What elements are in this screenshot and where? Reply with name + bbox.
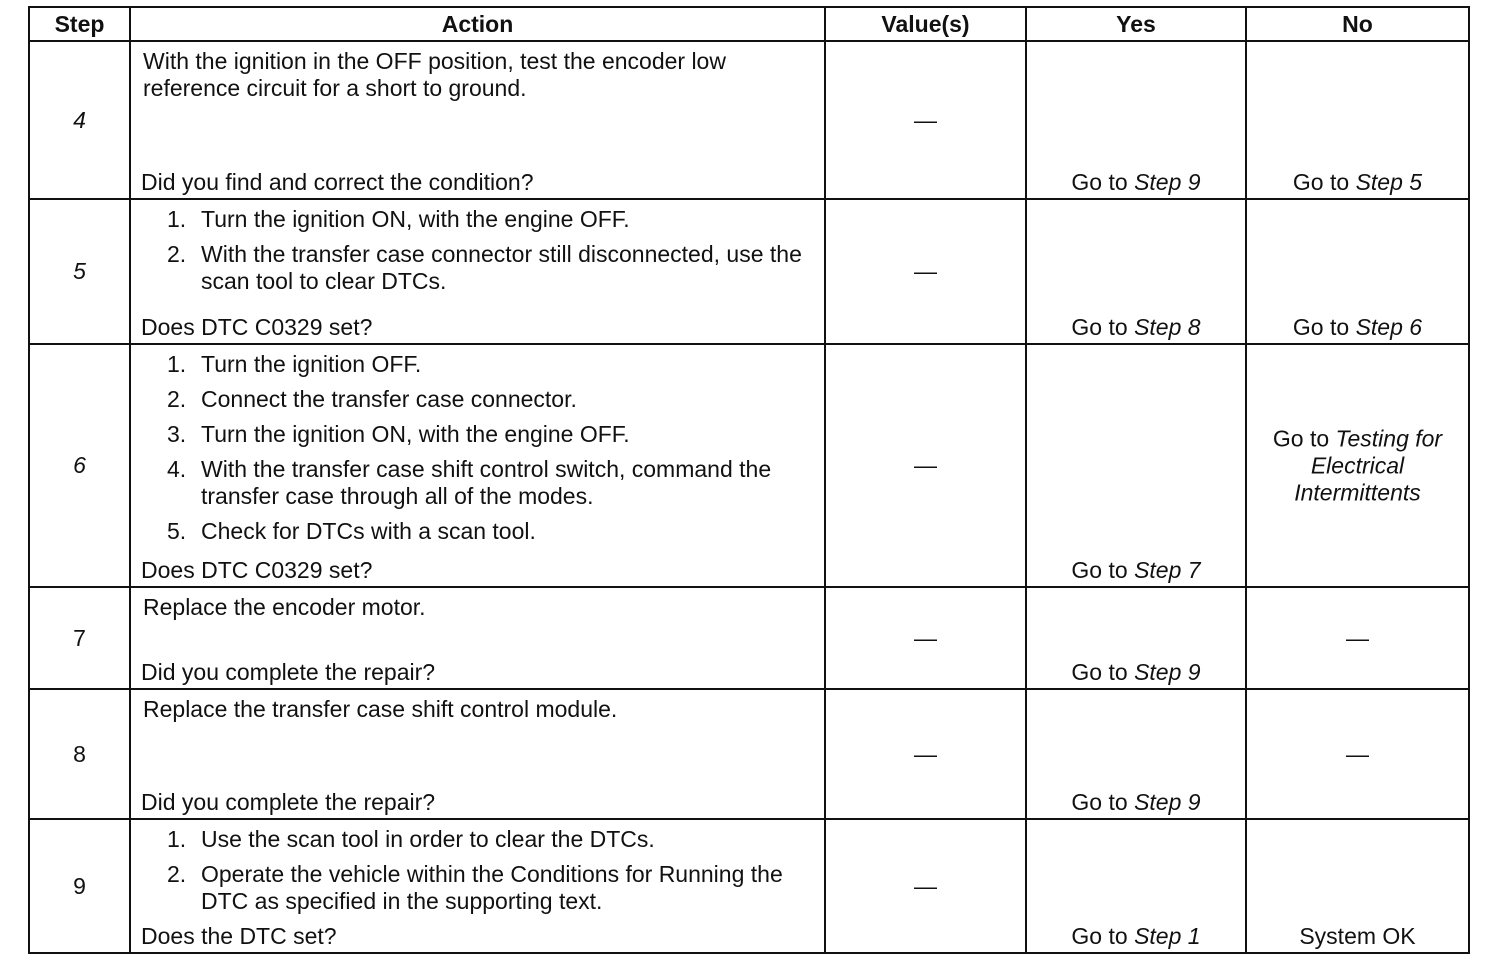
no-prefix: Go to bbox=[1292, 169, 1350, 195]
header-no: No bbox=[1246, 7, 1469, 41]
header-step: Step bbox=[29, 7, 130, 41]
list-item: 3. Turn the ignition ON, with the engine OFF. bbox=[167, 421, 630, 447]
no-cell bbox=[1246, 41, 1469, 199]
value-cell: — bbox=[825, 587, 1026, 689]
yes-link[interactable]: Step 9 bbox=[1134, 789, 1201, 815]
value-cell: — bbox=[825, 689, 1026, 819]
table-row-step-9 bbox=[29, 819, 1469, 953]
list-item: 1. Use the scan tool in order to clear the DTCs. bbox=[167, 826, 655, 852]
table-row-step-4 bbox=[29, 41, 1469, 199]
step-number: 6 bbox=[29, 344, 130, 587]
list-item: 1. Turn the ignition ON, with the engine OFF. bbox=[167, 206, 630, 232]
action-cell bbox=[130, 41, 825, 199]
list-item: 2. With the transfer case connector still disconnected, use the scan tool to clear DTCs. bbox=[167, 241, 802, 294]
yes-cell bbox=[1026, 819, 1246, 953]
no-link[interactable]: Step 6 bbox=[1355, 314, 1423, 340]
yes-link[interactable]: Step 9 bbox=[1134, 169, 1201, 195]
header-values: Value(s) bbox=[825, 7, 1026, 41]
no-cell bbox=[1246, 344, 1469, 587]
no-result: System OK bbox=[1299, 923, 1416, 949]
yes-prefix: Go to bbox=[1071, 557, 1128, 583]
action-cell bbox=[130, 689, 825, 819]
action-cell bbox=[130, 344, 825, 587]
yes-cell bbox=[1026, 587, 1246, 689]
action-question: Does DTC C0329 set? bbox=[141, 314, 373, 340]
yes-prefix: Go to bbox=[1071, 789, 1128, 815]
action-cell bbox=[130, 199, 825, 344]
no-prefix: Go to bbox=[1292, 314, 1350, 340]
action-cell bbox=[130, 819, 825, 953]
action-question: Did you complete the repair? bbox=[141, 659, 436, 685]
no-prefix: Go to bbox=[1272, 425, 1330, 451]
yes-prefix: Go to bbox=[1071, 314, 1128, 340]
action-text: With the ignition in the OFF position, test the encoder low reference circuit for a short to ground. bbox=[143, 48, 726, 101]
no-cell bbox=[1246, 199, 1469, 344]
step-number: 8 bbox=[29, 689, 130, 819]
no-link[interactable]: Testing for Electrical Intermittents bbox=[1294, 425, 1443, 505]
no-link[interactable]: Step 5 bbox=[1355, 169, 1423, 195]
list-item: 4. With the transfer case shift control switch, command the transfer case through all of the modes. bbox=[167, 456, 772, 509]
action-text: Replace the encoder motor. bbox=[143, 594, 426, 620]
no-cell: — bbox=[1246, 587, 1469, 689]
header-yes: Yes bbox=[1026, 7, 1246, 41]
yes-cell bbox=[1026, 689, 1246, 819]
step-number: 9 bbox=[29, 819, 130, 953]
table-row-step-6 bbox=[29, 344, 1469, 587]
step-number: 4 bbox=[29, 41, 130, 199]
action-text: Replace the transfer case shift control module. bbox=[143, 696, 618, 722]
value-cell: — bbox=[825, 41, 1026, 199]
yes-link[interactable]: Step 9 bbox=[1134, 659, 1201, 685]
table-row-step-7 bbox=[29, 587, 1469, 689]
action-question: Did you complete the repair? bbox=[141, 789, 436, 815]
action-list bbox=[167, 206, 806, 303]
no-cell: — bbox=[1246, 689, 1469, 819]
yes-cell bbox=[1026, 199, 1246, 344]
yes-prefix: Go to bbox=[1071, 659, 1128, 685]
action-cell bbox=[130, 587, 825, 689]
step-number: 5 bbox=[29, 199, 130, 344]
table-row-step-8 bbox=[29, 689, 1469, 819]
table-row-step-5 bbox=[29, 199, 1469, 344]
action-question: Does the DTC set? bbox=[141, 923, 337, 949]
value-cell: — bbox=[825, 819, 1026, 953]
header-row bbox=[29, 7, 1469, 41]
list-item: 2. Operate the vehicle within the Conditions for Running the DTC as specified in the supporting text. bbox=[167, 861, 783, 914]
value-cell: — bbox=[825, 199, 1026, 344]
value-cell: — bbox=[825, 344, 1026, 587]
list-item: 2. Connect the transfer case connector. bbox=[167, 386, 577, 412]
header-action: Action bbox=[130, 7, 825, 41]
diagnostic-table bbox=[28, 6, 1470, 954]
action-question: Did you find and correct the condition? bbox=[141, 169, 534, 195]
yes-prefix: Go to bbox=[1071, 169, 1128, 195]
action-list bbox=[167, 351, 806, 553]
no-cell bbox=[1246, 819, 1469, 953]
action-question: Does DTC C0329 set? bbox=[141, 557, 373, 583]
yes-link[interactable]: Step 7 bbox=[1134, 557, 1201, 583]
list-item: 5. Check for DTCs with a scan tool. bbox=[167, 518, 536, 544]
yes-link[interactable]: Step 1 bbox=[1134, 923, 1201, 949]
action-list bbox=[167, 826, 806, 923]
step-number: 7 bbox=[29, 587, 130, 689]
yes-cell bbox=[1026, 344, 1246, 587]
list-item: 1. Turn the ignition OFF. bbox=[167, 351, 422, 377]
yes-prefix: Go to bbox=[1071, 923, 1128, 949]
yes-link[interactable]: Step 8 bbox=[1134, 314, 1201, 340]
yes-cell bbox=[1026, 41, 1246, 199]
